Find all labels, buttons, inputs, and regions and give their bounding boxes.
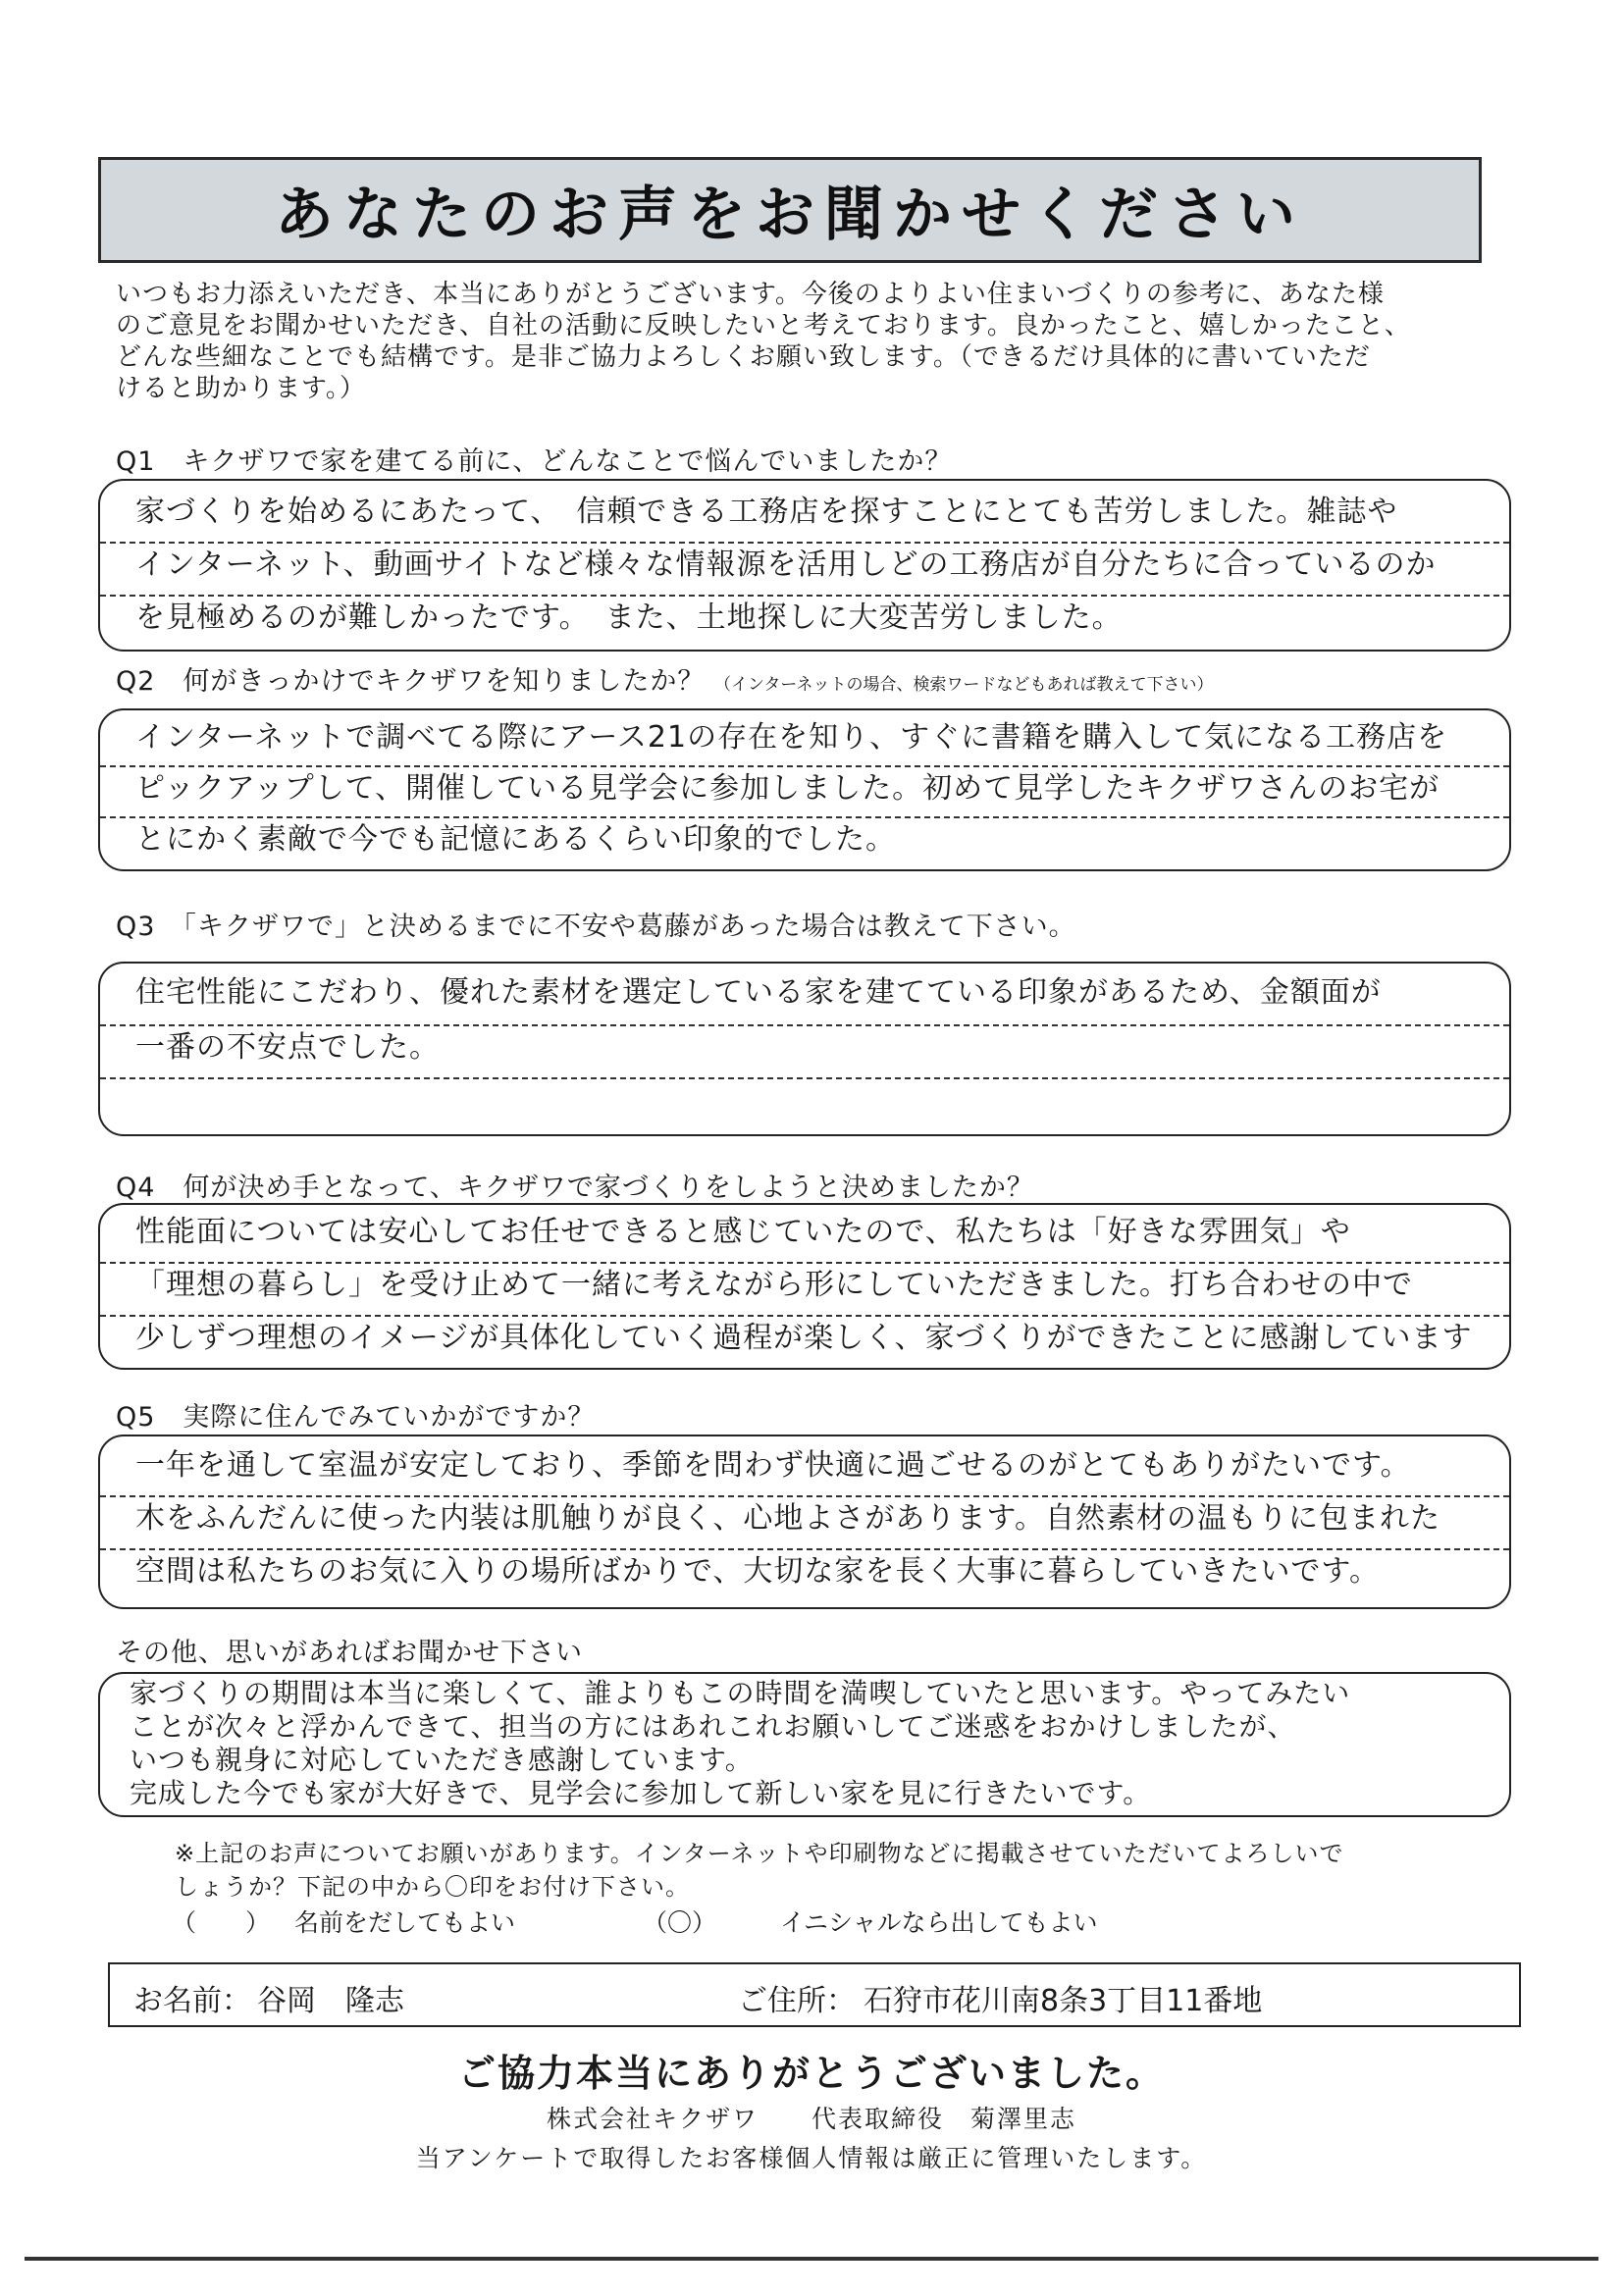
- answer-line: 少しずつ理想のイメージが具体化していく過程が楽しく、家づくりができたことに感謝しています: [135, 1321, 1473, 1355]
- answer-line: 性能面については安心してお任せできると感じていたので、私たちは「好きな雰囲気」や: [135, 1215, 1351, 1249]
- answer-box-q5: [98, 1435, 1511, 1609]
- question-1-label: [116, 440, 952, 478]
- page-title: あなたのお声をお聞かせください: [275, 181, 1305, 249]
- dashed-divider: [100, 595, 1509, 597]
- address-value: 石狩市花川南8条3丁目11番地: [864, 1984, 1263, 2018]
- consent-request: [175, 1837, 1344, 1904]
- intro-line: のご意見をお聞かせいただき、自社の活動に反映したいと考えております。良かったこと、嬉しかったこと、: [116, 311, 1411, 340]
- company-signature: 株式会社キクザワ 代表取締役 菊澤里志: [546, 2105, 1076, 2133]
- name-label: お名前：: [133, 1984, 251, 2018]
- answer-line: とにかく素敵で今でも記憶にあるくらい印象的でした。: [135, 822, 896, 857]
- option2-checkbox[interactable]: （〇）: [643, 1908, 717, 1937]
- answer-line: を見極めるのが難しかったです。 また、土地探しに大変苦労しました。: [135, 600, 1123, 635]
- thank-you-message: ご協力本当にありがとうございました。: [457, 2052, 1165, 2095]
- address-label: ご住所：: [738, 1984, 856, 2018]
- answer-box-q1: [98, 479, 1511, 652]
- answer-line: ことが次々と浮かんできて、担当の方にはあれこれお願いしてご迷惑をおかけしましたが、: [130, 1710, 1296, 1743]
- question-text: Q5 実際に住んでみていかがですか？: [116, 1402, 596, 1433]
- title-banner: [98, 157, 1482, 263]
- question-text: Q2 何がきっかけでキクザワを知りましたか？: [116, 666, 706, 697]
- other-label: [116, 1631, 583, 1669]
- bottom-divider: [25, 2257, 1598, 2261]
- question-3-label: [116, 905, 1076, 943]
- dashed-divider: [100, 1315, 1509, 1317]
- answer-line: 木をふんだんに使った内装は肌触りが良く、心地よさがあります。自然素材の温もりに包まれた: [135, 1501, 1440, 1536]
- dashed-divider: [100, 765, 1509, 767]
- consent-line: ※上記のお声についてお願いがあります。インターネットや印刷物などに掲載させていただいてよろしいで: [175, 1840, 1344, 1867]
- answer-box-q4: [98, 1203, 1511, 1370]
- question-text: その他、思いがあればお聞かせ下さい: [116, 1638, 583, 1668]
- option1-label: 名前をだしてもよい: [294, 1908, 516, 1937]
- question-note: （インターネットの場合、検索ワードなどもあれば教えて下さい）: [714, 675, 1214, 695]
- answer-line: 家づくりを始めるにあたって、 信頼できる工務店を探すことにとても苦労しました。雑誌や: [135, 495, 1398, 529]
- dashed-divider: [100, 1262, 1509, 1264]
- question-text: Q1 キクザワで家を建てる前に、どんなことで悩んでいましたか？: [116, 446, 953, 477]
- option1-checkbox[interactable]: （ ）: [172, 1908, 271, 1937]
- dashed-divider: [100, 816, 1509, 818]
- dashed-divider: [100, 542, 1509, 544]
- dashed-divider: [100, 1548, 1509, 1550]
- answer-box-q3: [98, 962, 1511, 1136]
- answer-line: 完成した今でも家が大好きで、見学会に参加して新しい家を見に行きたいです。: [130, 1777, 1152, 1809]
- intro-paragraph: [116, 279, 1490, 404]
- answer-line: 「理想の暮らし」を受け止めて一緒に考えながら形にしていただきました。打ち合わせの中で: [135, 1268, 1413, 1302]
- dashed-divider: [100, 1495, 1509, 1497]
- question-text: Q4 何が決め手となって、キクザワで家づくりをしようと決めましたか？: [116, 1173, 1034, 1203]
- name-value: 谷岡 隆志: [257, 1984, 404, 2018]
- answer-line: 空間は私たちのお気に入りの場所ばかりで、大切な家を長く大事に暮らしていきたいです。: [135, 1554, 1380, 1589]
- privacy-notice: 当アンケートで取得したお客様個人情報は厳正に管理いたします。: [415, 2144, 1208, 2172]
- answer-line: ピックアップして、開催している見学会に参加しました。初めて見学したキクザワさんのお宅が: [135, 771, 1440, 806]
- name-address-box: [108, 1962, 1521, 2027]
- question-2-label: [116, 659, 1214, 698]
- dashed-divider: [100, 1024, 1509, 1026]
- answer-line: インターネットで調べてる際にアース21の存在を知り、すぐに書籍を購入して気になる工務店を: [135, 720, 1448, 755]
- intro-line: どんな些細なことでも結構です。是非ご協力よろしくお願い致します。（できるだけ具体的に書いていただ: [116, 342, 1371, 372]
- question-4-label: [116, 1166, 1034, 1204]
- answer-box-other: [98, 1672, 1511, 1817]
- answer-line: 一年を通して室温が安定しており、季節を問わず快適に過ごせるのがとてもありがたいです。: [135, 1448, 1411, 1483]
- answer-box-q2: [98, 708, 1511, 871]
- answer-line: いつも親身に対応していただき感謝しています。: [130, 1744, 754, 1776]
- consent-line: しょうか？下記の中から〇印をお付け下さい。: [175, 1873, 690, 1901]
- intro-line: いつもお力添えいただき、本当にありがとうございます。今後のよりよい住まいづくりの参考に、あなた様: [116, 280, 1385, 309]
- dashed-divider: [100, 1077, 1509, 1079]
- question-5-label: [116, 1395, 595, 1434]
- answer-line: 家づくりの期間は本当に楽しくて、誰よりもこの時間を満喫していたと思います。やってみたい: [130, 1677, 1351, 1709]
- question-text: Q3 「キクザワで」と決めるまでに不安や葛藤があった場合は教えて下さい。: [116, 912, 1076, 942]
- answer-line: 一番の不安点でした。: [135, 1030, 440, 1065]
- option2-label: イニシャルなら出してもよい: [780, 1908, 1098, 1937]
- answer-line: 住宅性能にこだわり、優れた素材を選定している家を建てている印象があるため、金額面が: [135, 975, 1382, 1010]
- intro-line: けると助かります。）: [116, 374, 366, 403]
- answer-line: インターネット、動画サイトなど様々な情報源を活用しどの工務店が自分たちに合っているのか: [135, 548, 1437, 582]
